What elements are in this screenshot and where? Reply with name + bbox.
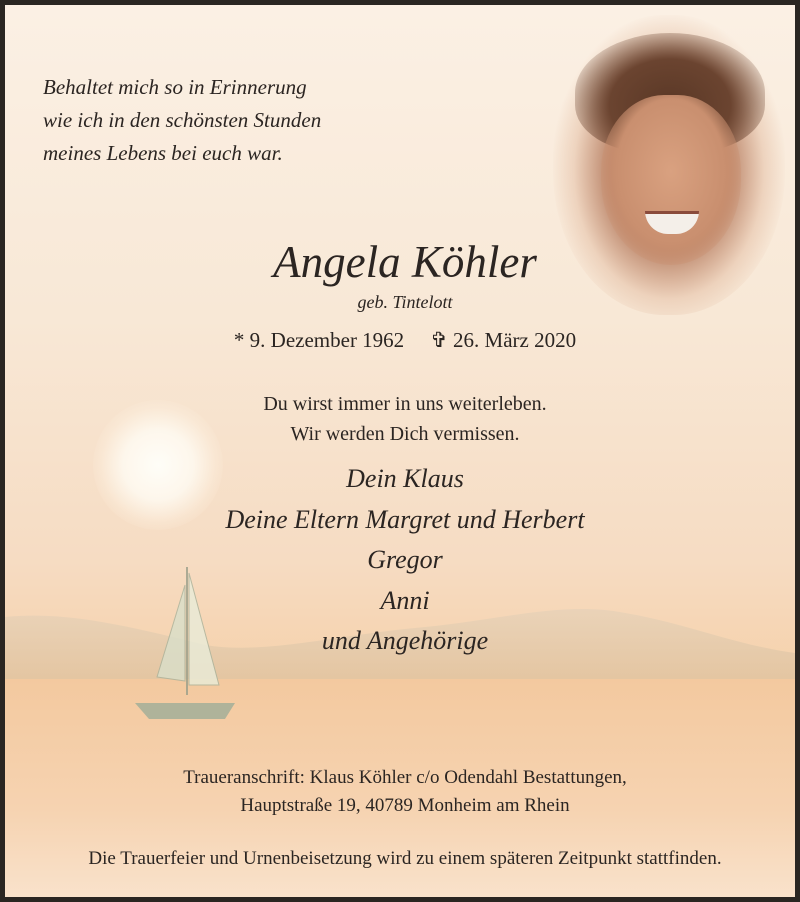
motto-line: Behaltet mich so in Erinnerung <box>43 75 307 99</box>
closing-line: Wir werden Dich vermissen. <box>290 423 520 445</box>
mourners-list <box>5 459 800 662</box>
deceased-name: Angela Köhler <box>273 237 537 287</box>
mourner: Anni <box>380 585 430 615</box>
mourner: Deine Eltern Margret und Herbert <box>225 504 585 534</box>
birth-name: geb. Tintelott <box>357 292 453 312</box>
address-line: Hauptstraße 19, 40789 Monheim am Rhein <box>240 795 570 816</box>
mourning-address <box>5 764 800 820</box>
mourner: Gregor <box>367 545 443 574</box>
address-line: Traueranschrift: Klaus Köhler c/o Odendahl Bestattungen, <box>183 767 627 788</box>
memorial-motto <box>43 71 321 170</box>
mourner: und Angehörige <box>321 626 489 655</box>
death-date: ✞ 26. März 2020 <box>430 328 577 352</box>
life-dates <box>5 328 800 353</box>
motto-line: wie ich in den schönsten Stunden <box>43 108 322 132</box>
closing-words <box>5 389 800 449</box>
closing-line: Du wirst immer in uns weiterleben. <box>263 393 547 415</box>
birth-date: * 9. Dezember 1962 <box>233 328 405 352</box>
motto-line: meines Lebens bei euch war. <box>43 141 283 165</box>
ceremony-notice: Die Trauerfeier und Urnenbeisetzung wird zu einem späteren Zeitpunkt stattfinden. <box>88 848 722 869</box>
mourner: Dein Klaus <box>346 464 464 493</box>
